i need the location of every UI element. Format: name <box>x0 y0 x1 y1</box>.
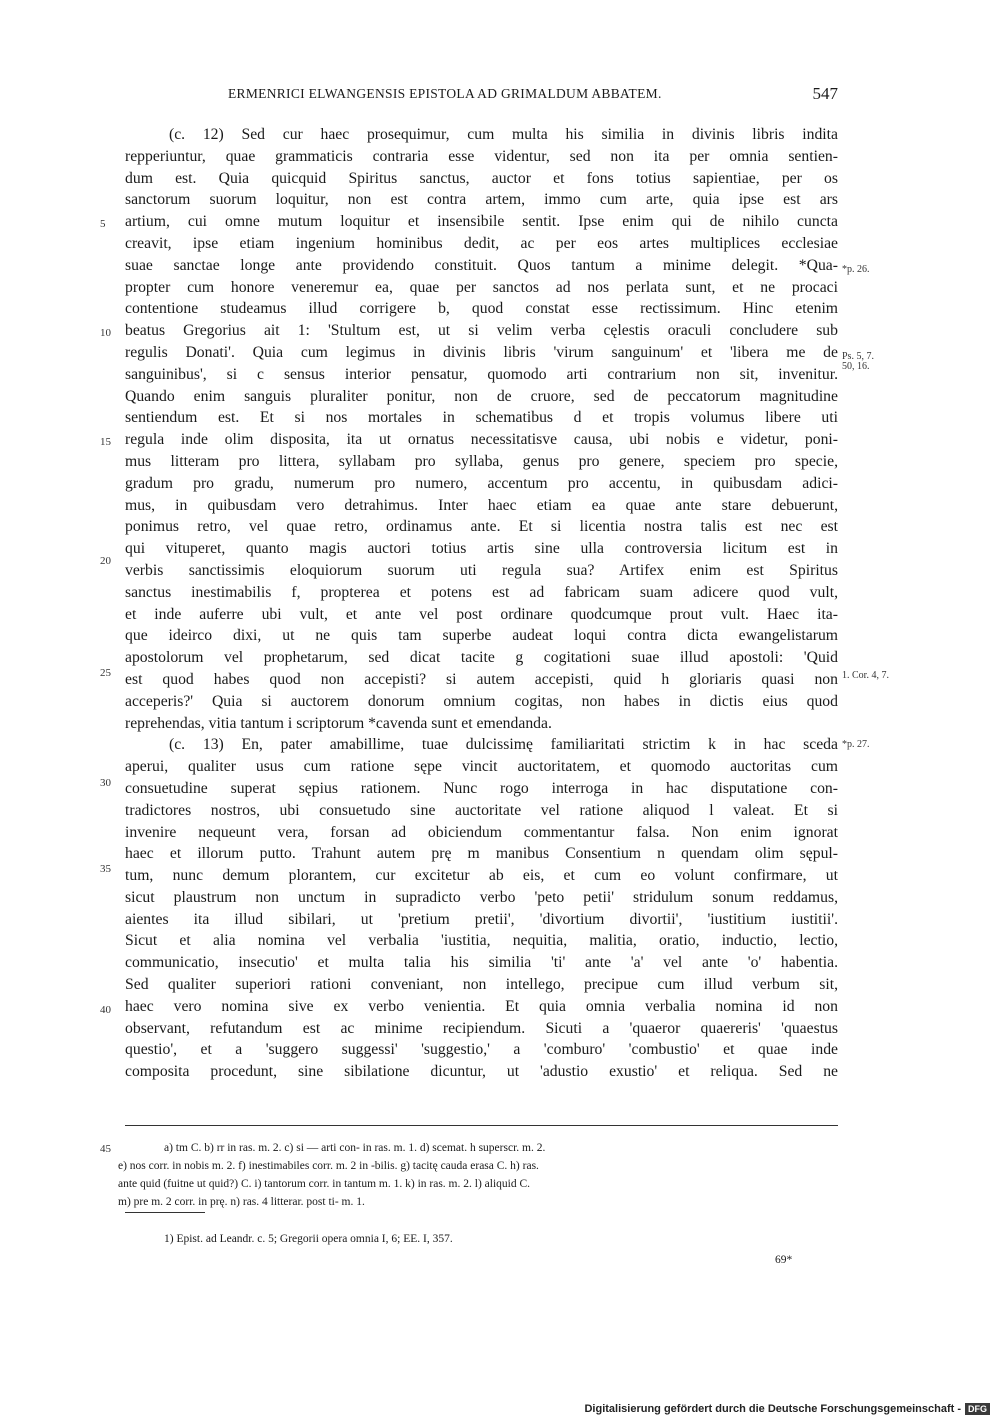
text-line: sentiendum est. Et si nos mortales in schematibus d et tropis volumus libere uti <box>125 409 838 427</box>
text-line: verbis sanctissimis eloquiorum suorum uti regula sua? Artifex enim est Spiritus <box>125 561 838 579</box>
text-line: qui vituperet, quanto magis auctori totius artis sine ulla controversia licitum est in <box>125 540 838 558</box>
margin-note: 1. Cor. 4, 7. <box>842 670 889 681</box>
text-line: aperui, qualiter usus cum ratione sępe vincit auctoritatem, et quomodo auctoritas cum <box>125 758 838 776</box>
text-line: haec et illorum putto. Trahunt autem prę m manibus Consentium n quendam olim sępul- <box>125 845 838 863</box>
line-number: 45 <box>100 1143 111 1155</box>
text-line: beatus Gregorius ait 1: 'Stultum est, ut si velim verba cęlestis oraculi concludere sub <box>125 322 838 340</box>
text-line: tradictores nostros, ubi consuetudo sine auctoritate vel ratione aliquod l valeat. Et si <box>125 801 838 819</box>
text-line: communicatio, insecutio' et multa talia his similia 'ti' ante 'a' vel ante 'o' habentia. <box>125 954 838 972</box>
text-line: (c. 13) En, pater amabillime, tuae dulcissimę familiaritati strictim k in hac sceda <box>169 736 838 754</box>
margin-note: Ps. 5, 7. <box>842 351 874 362</box>
text-line: suae sanctae longe ante providendo constituit. Quos tantum a minime delegit. *Qua- <box>125 256 838 274</box>
text-line: Sicut et alia nomina vel verbalia 'iustitia, nequitia, malitia, oratio, inductio, lectio, <box>125 932 838 950</box>
text-line: et inde auferre ubi vult, et ante vel post ordinare quodcumque prout vult. Haec ita- <box>125 605 838 623</box>
text-line: artium, cui omne mutum loquitur et insensibile sentit. Ipse enim qui de nihilo cuncta <box>125 213 838 231</box>
text-line: Quando enim sanguis pluraliter ponitur, non de cruore, sed de peccatorum magnitudine <box>125 387 838 405</box>
line-number: 15 <box>100 436 111 448</box>
line-number: 35 <box>100 863 111 875</box>
text-line: observant, refutandum est ac minime recipiendum. Sicuti a 'quaeror quaereris' 'quaestus <box>125 1019 838 1037</box>
line-number: 30 <box>100 777 111 789</box>
text-line: reprehendas, vitia tantum i scriptorum *cavenda sunt et emendanda. <box>125 714 552 732</box>
signature-mark: 69* <box>775 1254 793 1266</box>
text-line: ponimus retro, vel quae retro, ordinamus ante. Et si licentia nostra talis est nec est <box>125 518 838 536</box>
text-line: repperiuntur, quae grammaticis contraria esse videntur, sed non ita per omnia sentien- <box>125 147 838 165</box>
text-line: Sed qualiter superiori rationi conveniant, non intellego, precipue cum illud verbum sit, <box>125 976 838 994</box>
text-line: haec vero nomina sive ex verbo venientia. Et quia omnia verbalia nomina id non <box>125 997 838 1015</box>
page-header <box>228 86 838 108</box>
text-line: sanguinibus', si c sensus interior pensatur, quomodo arti contrarium non sit, invenitur. <box>125 365 838 383</box>
page-number: 547 <box>812 84 838 103</box>
text-line: aientes ita illud sibilari, ut 'pretium pretii', 'divortium divortii', 'iustitium iustitii'. <box>125 910 838 928</box>
margin-note: *p. 26. <box>842 264 870 275</box>
text-line: regulis Donati'. Quia cum legimus in divinis libris 'virum sanguinum' et 'libera me de <box>125 343 838 361</box>
main-text <box>125 124 838 1083</box>
text-line: est quod habes quod non accepisti? si autem accepisti, quid h gloriaris quasi non <box>125 670 838 688</box>
text-line: propter cum honore veneremur ea, quae per sanctos ad nos perlata sunt, et ne procaci <box>125 278 838 296</box>
footnote-line: ante quid (fuitne ut quid?) C. i) tantorum corr. in tantum m. 1. k) in ras. m. 2. l) aliquid C. <box>118 1178 531 1190</box>
text-line: consuetudine superat sępius rationem. Nunc rogo interroga in hac disputatione con- <box>125 779 838 797</box>
text-line: questio', et a 'suggero suggessi' 'suggestio,' a 'comburo' 'combustio' et quae inde <box>125 1041 838 1059</box>
text-line: sicut plaustrum non unctum in supradicto verbo 'peto petii' stridulum sonum reddamus, <box>125 888 838 906</box>
source-divider <box>125 1212 205 1213</box>
running-title: ERMENRICI ELWANGENSIS EPISTOLA AD GRIMALDUM ABBATEM. <box>228 86 662 101</box>
text-line: (c. 12) Sed cur haec prosequimur, cum multa his similia in divinis libris indita <box>169 126 838 143</box>
footnote-line: a) tm C. b) rr in ras. m. 2. c) si — arti con- in ras. m. 1. d) scemat. h superscr. m. 2. <box>164 1142 546 1154</box>
text-line: invenire nequeunt vera, forsan ad obiciendum commentantur falsa. Non enim ignorat <box>125 823 838 841</box>
text-line: que ideirco dixi, ut ne quis tam superbe audeat loqui contra dicta ewangelistarum <box>125 627 838 645</box>
text-line: mus litteram pro littera, syllabam pro syllaba, genus pro genere, speciem pro specie, <box>125 452 838 470</box>
text-line: creavit, ipse etiam ingenium hominibus dedit, ac per eos artes multiplices ecclesiae <box>125 234 838 252</box>
footnote-line: m) pre m. 2 corr. in prę. n) ras. 4 litterar. post ti- m. 1. <box>118 1196 365 1208</box>
digitization-banner <box>584 1403 990 1415</box>
banner-text: Digitalisierung gefördert durch die Deutsche Forschungsgemeinschaft - <box>584 1403 961 1415</box>
dfg-logo-icon: DFG <box>965 1403 990 1415</box>
text-line: sanctorum suorum loquitur, non est contra artem, immo cum arte, quia ipse est ars <box>125 191 838 209</box>
text-line: contentione studeamus illud corrigere b, quod constat esse rectissimum. Hinc etenim <box>125 300 838 318</box>
text-line: mus, in quibusdam vero detrahimus. Inter haec etiam ea quae ante stare debuerunt, <box>125 496 838 514</box>
source-note: 1) Epist. ad Leandr. c. 5; Gregorii opera omnia I, 6; EE. I, 357. <box>164 1233 453 1245</box>
text-line: regula inde olim disposita, ita ut ornatus necessitatisve causa, ubi nobis e videtur, poni- <box>125 431 838 449</box>
text-line: dum est. Quia quicquid Spiritus sanctus, auctor et fons totius sapientiae, per os <box>125 169 838 187</box>
line-number: 20 <box>100 555 111 567</box>
footnote-line: e) nos corr. in nobis m. 2. f) inestimabiles corr. m. 2 in -bilis. g) tacitę cauda erasa C. h) ras. <box>118 1160 539 1172</box>
line-number: 5 <box>100 218 106 230</box>
text-line: tum, nunc demum plorantem, cur excitetur ab eis, et cum eo volunt confirmare, ut <box>125 867 838 885</box>
margin-note: *p. 27. <box>842 739 870 750</box>
text-line: gradum pro gradu, numerum pro numero, accentum pro accentu, in quibusdam adici- <box>125 474 838 492</box>
text-line: sanctus inestimabilis f, propterea et potens est ad fabricam suam adicere quod vult, <box>125 583 838 601</box>
margin-note: 50, 16. <box>842 361 870 372</box>
line-number: 10 <box>100 327 111 339</box>
text-line: acceperis?' Quia si auctorem donorum omnium cogitas, non habes in dictis eius quod <box>125 692 838 710</box>
footnote-divider <box>125 1125 838 1126</box>
line-number: 25 <box>100 667 111 679</box>
line-number: 40 <box>100 1004 111 1016</box>
text-line: apostolorum vel prophetarum, sed dicat tacite g cogitationi suae illud apostoli: 'Quid <box>125 649 838 667</box>
text-line: composita procedunt, sine sibilatione dicuntur, ut 'adustio exustio' et reliqua. Sed ne <box>125 1063 838 1081</box>
